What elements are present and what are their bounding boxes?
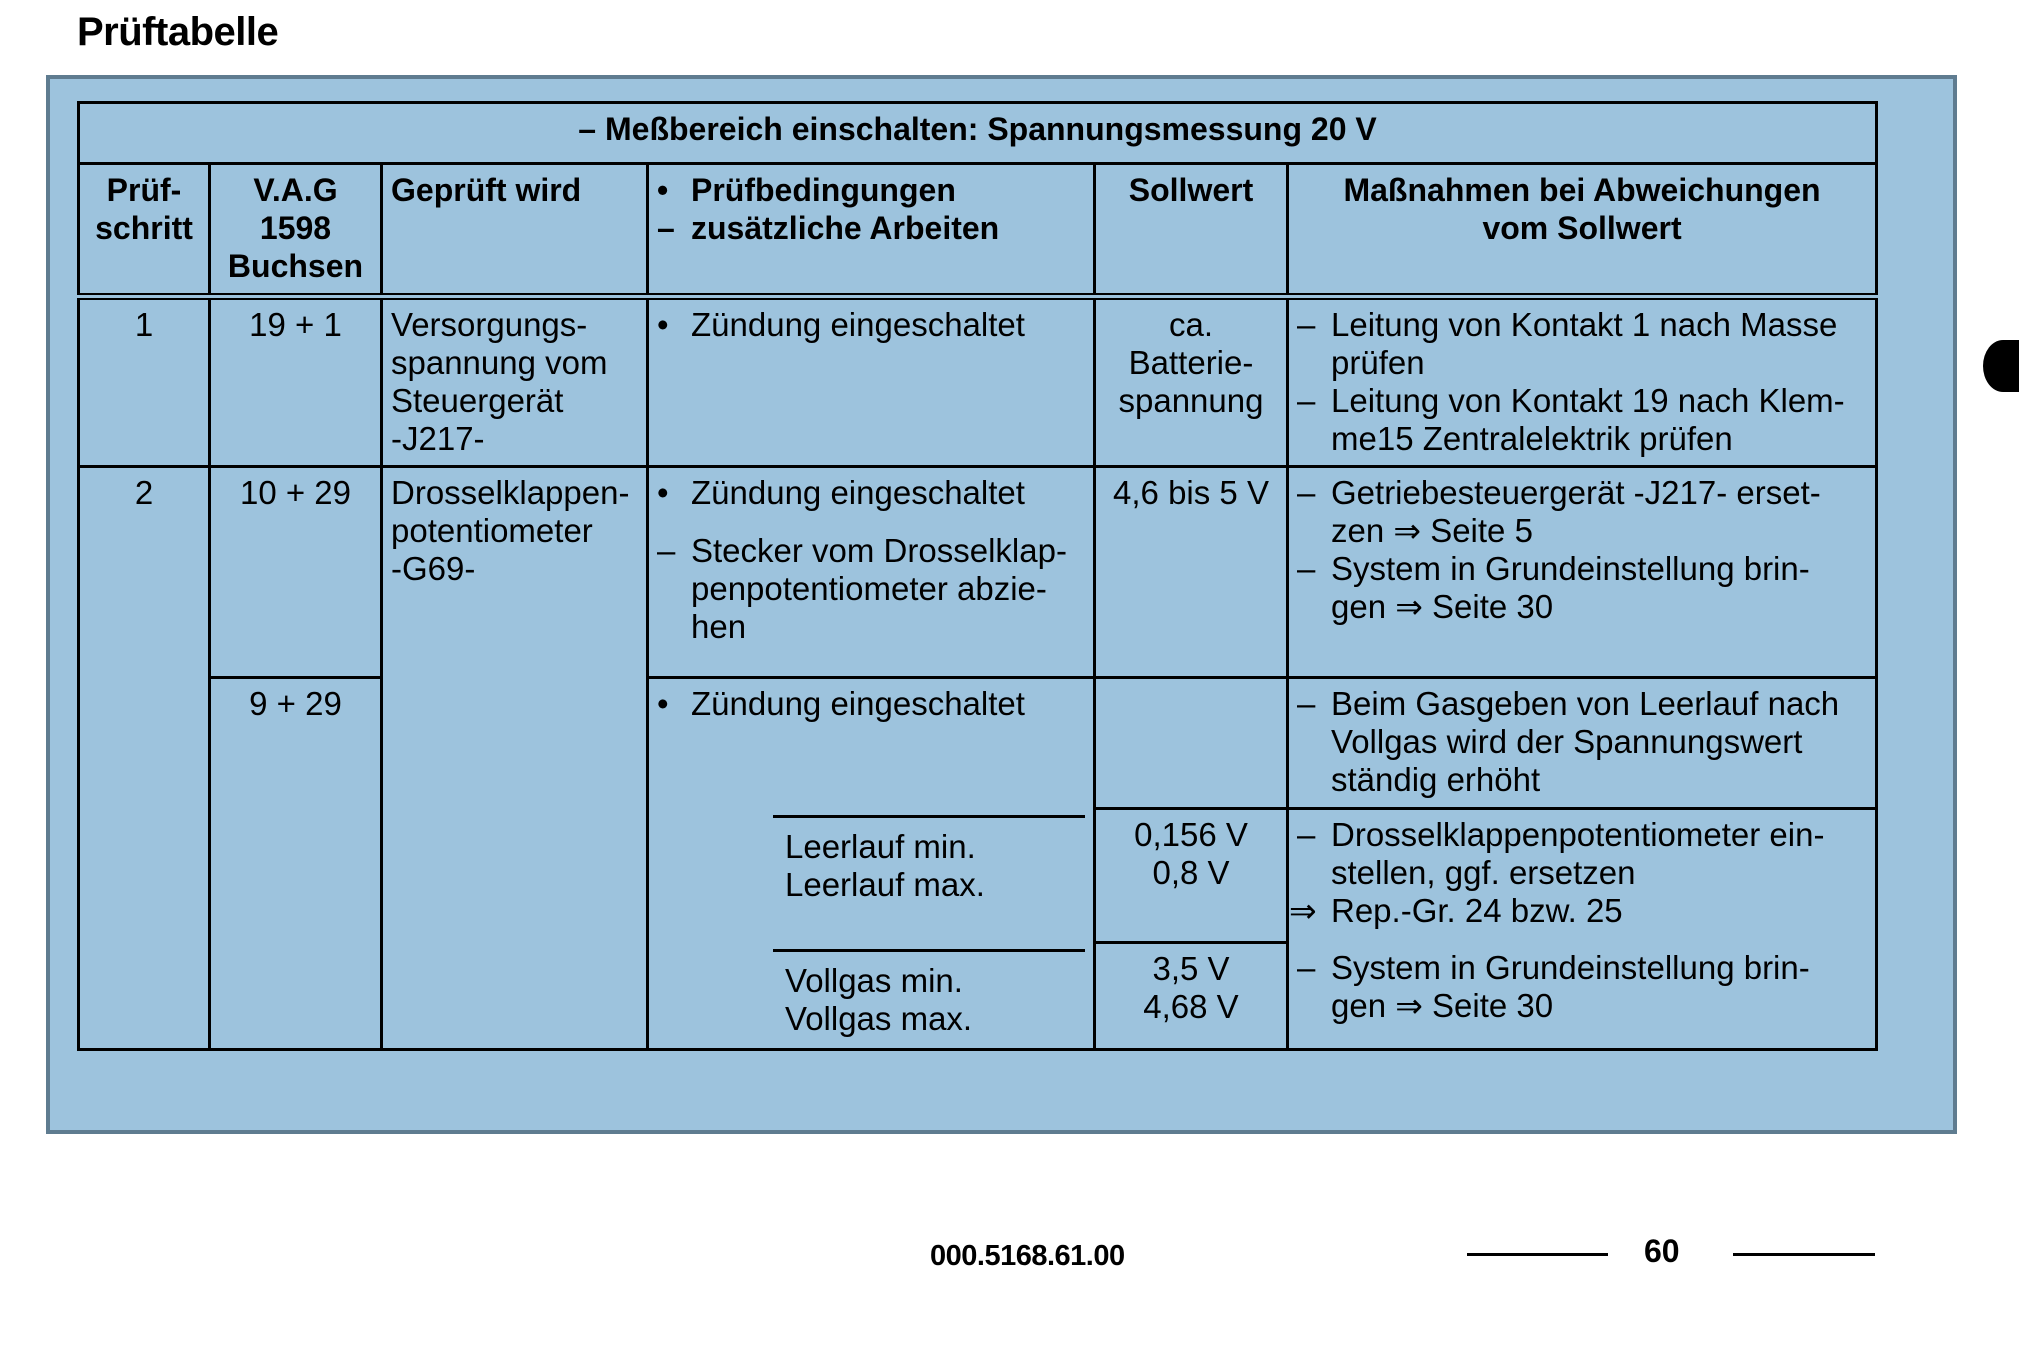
tested-cell: Versorgungs- spannung vom Steuergerät -J217- xyxy=(382,297,648,467)
actions-cell: – System in Grundeinstellung brin- gen ⇒ Seite 30 xyxy=(1288,943,1877,1050)
table-row xyxy=(79,467,1877,678)
header-conditions: • Prüfbedingungen – zusätzliche Arbeiten xyxy=(648,164,1095,297)
actions-cell: – Drosselklappenpotentiometer ein- stellen, ggf. ersetzen ⇒ Rep.-Gr. 24 bzw. 25 xyxy=(1288,809,1877,943)
header-tested: Geprüft wird xyxy=(382,164,648,297)
full-values-cell: 3,5 V 4,68 V xyxy=(1095,943,1288,1050)
document-code: 000.5168.61.00 xyxy=(930,1240,1125,1272)
conditions-cell: • Zündung eingeschaltet – Stecker vom Drosselklap- penpotentiometer abzie- hen xyxy=(648,467,1095,678)
target-cell: 4,6 bis 5 V xyxy=(1095,467,1288,678)
header-step: Prüf- schritt xyxy=(79,164,210,297)
sockets-cell: 9 + 29 xyxy=(210,678,382,1050)
footer-rule-right xyxy=(1733,1253,1875,1256)
target-cell: ca. Batterie- spannung xyxy=(1095,297,1288,467)
step-cell: 1 xyxy=(79,297,210,467)
full-labels-cell: Vollgas min. Vollgas max. xyxy=(648,943,1095,1050)
actions-cell: – Getriebesteuergerät -J217- erset- zen ⇒ Seite 5 – System in Grundeinstellung brin- gen ⇒ Seite 30 xyxy=(1288,467,1877,678)
measure-range-header: – Meßbereich einschalten: Spannungsmessung 20 V xyxy=(79,103,1877,164)
page-title: Prüftabelle xyxy=(77,10,279,54)
step-cell: 2 xyxy=(79,467,210,1050)
scan-ink-blot xyxy=(1983,340,2019,392)
header-actions: Maßnahmen bei Abweichungen vom Sollwert xyxy=(1288,164,1877,297)
idle-values-cell: 0,156 V 0,8 V xyxy=(1095,809,1288,943)
target-cell xyxy=(1095,678,1288,809)
actions-cell: – Beim Gasgeben von Leerlauf nach Vollgas wird der Spannungswert ständig erhöht xyxy=(1288,678,1877,809)
sockets-cell: 10 + 29 xyxy=(210,467,382,678)
header-sockets: V.A.G 1598 Buchsen xyxy=(210,164,382,297)
page-number: 60 xyxy=(1644,1233,1680,1269)
conditions-cell: • Zündung eingeschaltet xyxy=(648,678,1095,809)
conditions-cell: • Zündung eingeschaltet xyxy=(648,297,1095,467)
column-headers xyxy=(79,164,1877,297)
sockets-cell: 19 + 1 xyxy=(210,297,382,467)
header-target: Sollwert xyxy=(1095,164,1288,297)
idle-labels-cell: Leerlauf min. Leerlauf max. xyxy=(648,809,1095,943)
test-table xyxy=(77,101,1878,1051)
table-row xyxy=(79,678,1877,809)
tested-cell: Drosselklappen- potentiometer -G69- xyxy=(382,467,648,1050)
actions-cell: – Leitung von Kontakt 1 nach Masse prüfen – Leitung von Kontakt 19 nach Klem- me15 Zentralelektrik prüfen xyxy=(1288,297,1877,467)
footer-rule-left xyxy=(1467,1253,1608,1256)
table-row xyxy=(79,297,1877,467)
